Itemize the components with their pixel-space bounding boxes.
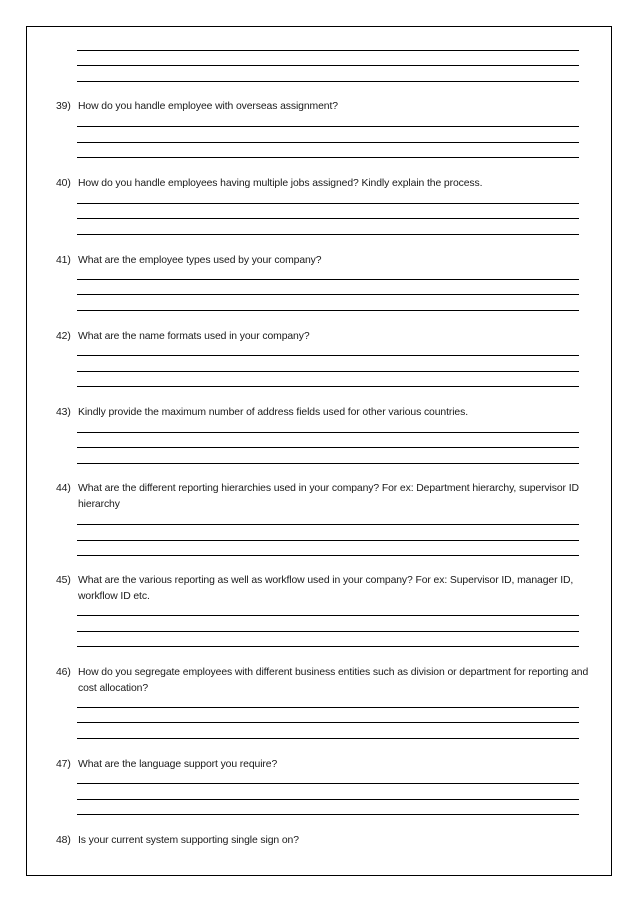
question-text: How do you handle employee with overseas assignment?: [78, 101, 338, 112]
answer-line: [77, 432, 579, 433]
answer-line: [77, 463, 579, 464]
question-text: Is your current system supporting single sign on?: [78, 835, 299, 846]
answer-line: [77, 814, 579, 815]
question-text: What are the employee types used by your company?: [78, 255, 322, 266]
question-number: 44): [56, 483, 71, 494]
question-text: What are the name formats used in your company?: [78, 331, 310, 342]
answer-line: [77, 234, 579, 235]
question-number: 45): [56, 575, 71, 586]
answer-line: [77, 631, 579, 632]
answer-line: [77, 447, 579, 448]
question-43: [56, 405, 596, 421]
question-42: [56, 329, 596, 345]
answer-line: [77, 294, 579, 295]
answer-line: [77, 707, 579, 708]
question-47: [56, 757, 596, 773]
answer-line: [77, 386, 579, 387]
answer-line: [77, 157, 579, 158]
answer-line: [77, 540, 579, 541]
page-border: [26, 26, 612, 876]
answer-line: [77, 371, 579, 372]
answer-line: [77, 81, 579, 82]
answer-line: [77, 142, 579, 143]
question-number: 42): [56, 331, 71, 342]
answer-line: [77, 524, 579, 525]
answer-line: [77, 310, 579, 311]
question-text: What are the various reporting as well as workflow used in your company? For ex: Supervisor ID, manager ID, workflow ID etc.: [78, 575, 574, 602]
question-text: How do you segregate employees with different business entities such as division or department for reporting and cost allocation?: [78, 667, 589, 694]
question-number: 39): [56, 101, 71, 112]
answer-line: [77, 50, 579, 51]
question-number: 43): [56, 407, 71, 418]
answer-line: [77, 218, 579, 219]
question-number: 41): [56, 255, 71, 266]
answer-line: [77, 722, 579, 723]
question-number: 46): [56, 667, 71, 678]
answer-line: [77, 203, 579, 204]
question-text: Kindly provide the maximum number of address fields used for other various countries.: [78, 407, 468, 418]
answer-line: [77, 126, 579, 127]
answer-line: [77, 646, 579, 647]
question-44: [56, 481, 596, 513]
question-text: How do you handle employees having multiple jobs assigned? Kindly explain the process.: [78, 178, 483, 189]
answer-line: [77, 615, 579, 616]
answer-line: [77, 783, 579, 784]
question-text: What are the different reporting hierarchies used in your company? For ex: Department hierarchy, supervisor ID hierarchy: [78, 483, 579, 510]
question-48: [56, 833, 596, 849]
question-number: 48): [56, 835, 71, 846]
answer-line: [77, 65, 579, 66]
answer-line: [77, 799, 579, 800]
question-45: [56, 573, 596, 605]
question-number: 40): [56, 178, 71, 189]
question-text: What are the language support you require?: [78, 759, 278, 770]
answer-line: [77, 555, 579, 556]
question-number: 47): [56, 759, 71, 770]
answer-line: [77, 279, 579, 280]
question-39: [56, 99, 596, 115]
question-41: [56, 253, 596, 269]
question-40: [56, 176, 596, 192]
answer-line: [77, 355, 579, 356]
answer-line: [77, 738, 579, 739]
question-46: [56, 665, 596, 697]
